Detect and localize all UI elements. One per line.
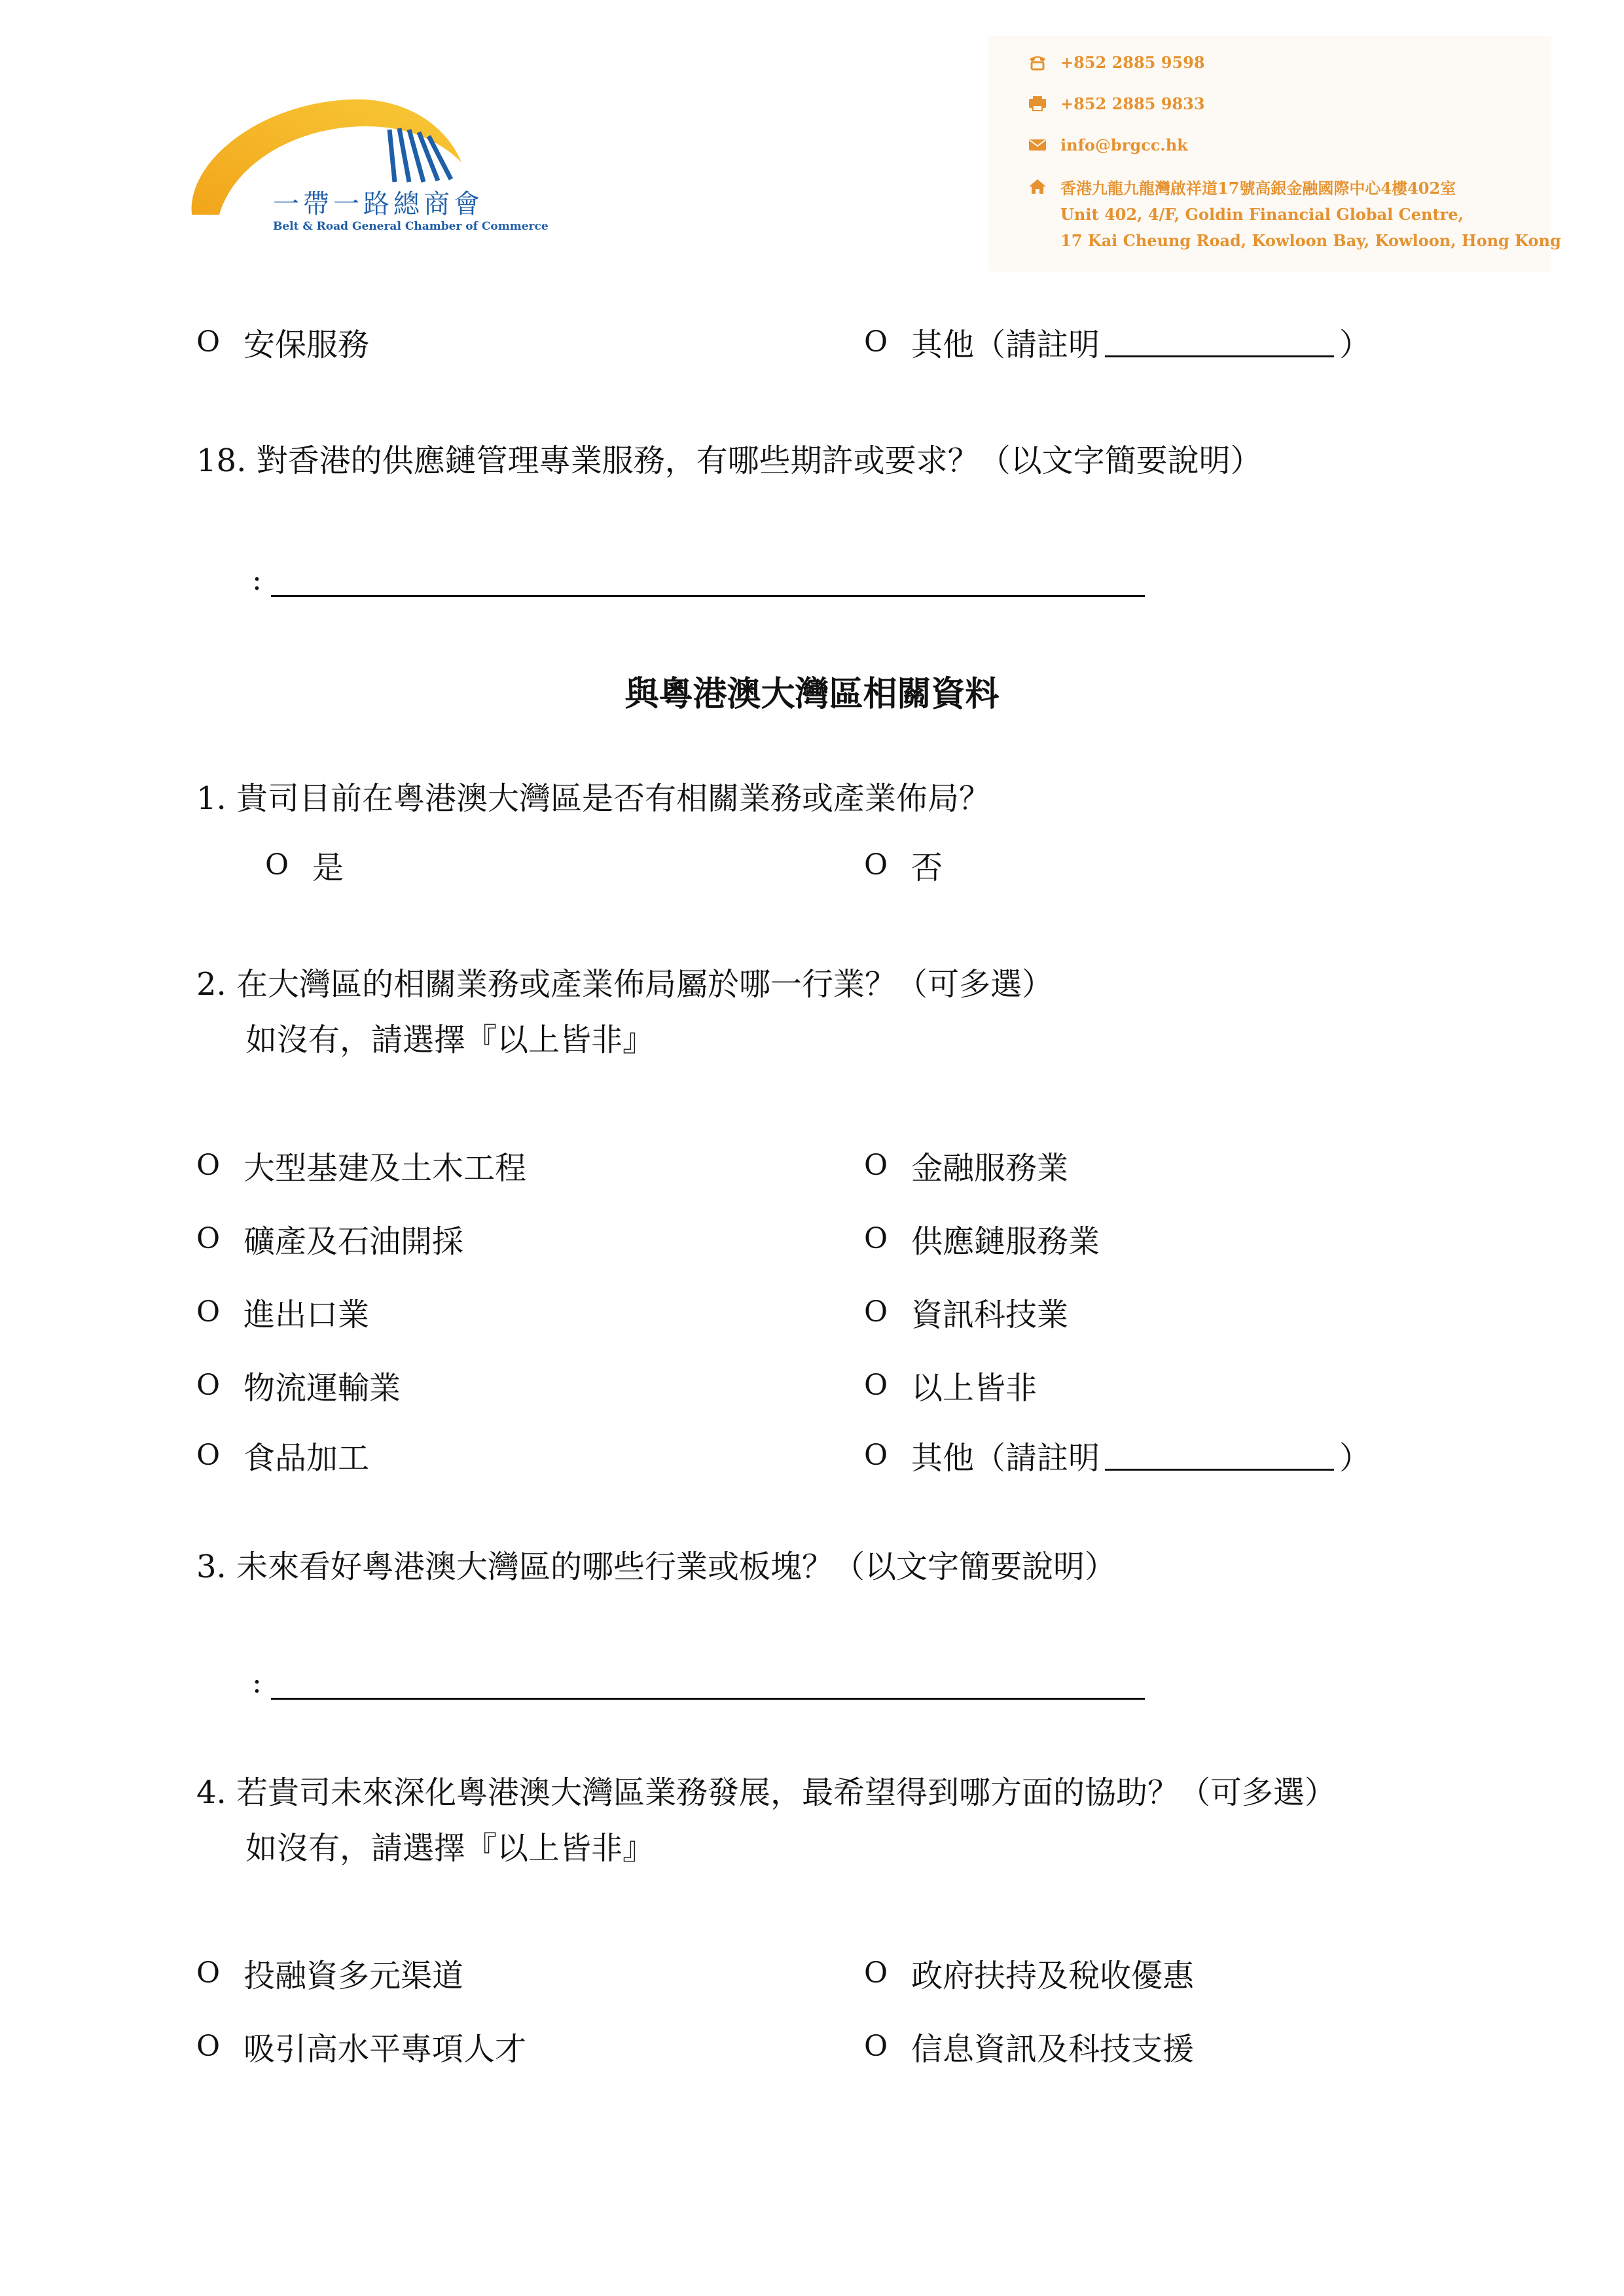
question-3-text: 3. 未來看好粵港澳大灣區的哪些行業或板塊？（以文字簡要說明） [196,1549,1117,1585]
contact-phone-row [1028,49,1205,75]
option-other-specify[interactable] [864,322,1371,361]
option-yes[interactable] [265,845,344,884]
option-label: 食品加工 [244,1439,370,1477]
contact-block [988,36,1561,272]
contact-email: info@brgcc.hk [1060,135,1188,154]
option-infrastructure[interactable] [196,1145,526,1185]
option-security-services[interactable] [196,322,369,361]
question-2-text: 2. 在大灣區的相關業務或產業佈局屬於哪一行業？（可多選） [196,966,1054,1003]
option-label: 物流運輸業 [244,1369,401,1407]
option-label: 金融服務業 [911,1149,1069,1187]
option-label: 投融資多元渠道 [244,1957,464,1994]
home-icon [1028,178,1047,195]
radio-mark[interactable]: O [196,325,221,359]
option-label: 否 [911,849,943,886]
question-4-note: 如沒有，請選擇『以上皆非』 [245,1830,655,1867]
answer-line[interactable] [271,1672,1145,1700]
question-18-answer[interactable] [252,558,1145,597]
option-logistics[interactable] [196,1365,401,1405]
option-none-of-above[interactable] [864,1365,1037,1405]
radio-mark[interactable]: O [864,848,888,882]
option-close-paren: ） [1339,1439,1371,1477]
question-4-text: 4. 若貴司未來深化粵港澳大灣區業務發展，最希望得到哪方面的協助？（可多選） [196,1774,1337,1811]
option-info-tech-support[interactable] [864,2026,1194,2066]
option-label: 以上皆非 [911,1369,1038,1407]
radio-mark[interactable]: O [864,1221,888,1255]
specify-blank[interactable] [1105,327,1334,357]
option-label: 是 [312,849,344,886]
answer-prefix: : [252,564,262,597]
option-government-support[interactable] [864,1953,1194,1992]
section-title: 與粵港澳大灣區相關資料 [624,675,1000,714]
option-label: 政府扶持及稅收優惠 [911,1957,1195,1994]
contact-fax-row [1028,90,1205,117]
fax-icon [1028,95,1047,112]
radio-mark[interactable]: O [196,1221,221,1255]
contact-email-row [1028,132,1188,158]
option-talent-attraction[interactable] [196,2026,526,2066]
option-mining-oil[interactable] [196,1219,463,1258]
contact-fax: +852 2885 9833 [1060,94,1205,113]
question-1-text: 1. 貴司目前在粵港澳大灣區是否有相關業務或產業佈局？ [196,780,991,817]
option-close-paren: ） [1339,326,1371,363]
option-label: 進出口業 [244,1296,370,1333]
radio-mark[interactable]: O [864,1368,888,1402]
radio-mark[interactable]: O [196,1295,221,1329]
option-it[interactable] [864,1292,1068,1331]
contact-address-row [1028,173,1456,200]
contact-address-cn: 香港九龍九龍灣啟祥道17號高銀金融國際中心4樓402室 [1060,178,1456,198]
radio-mark[interactable]: O [864,1148,888,1182]
option-label: 大型基建及土木工程 [244,1149,527,1187]
option-food-processing[interactable] [196,1435,369,1475]
option-label: 安保服務 [244,326,370,363]
radio-mark[interactable]: O [196,1438,221,1472]
radio-mark[interactable]: O [196,1148,221,1182]
option-label: 其他（請註明 [911,1439,1100,1477]
email-icon [1028,136,1047,153]
specify-blank[interactable] [1105,1440,1334,1471]
option-label: 供應鏈服務業 [911,1223,1100,1260]
option-financial-services[interactable] [864,1145,1068,1185]
question-18-text: 18. 對香港的供應鏈管理專業服務，有哪些期許或要求？（以文字簡要說明） [196,442,1262,479]
contact-phone: +852 2885 9598 [1060,52,1205,72]
question-3-answer[interactable] [252,1660,1145,1700]
option-diversified-financing[interactable] [196,1953,463,1992]
option-label: 礦產及石油開採 [244,1223,464,1260]
option-label: 其他（請註明 [911,326,1100,363]
radio-mark[interactable]: O [265,848,289,882]
radio-mark[interactable]: O [196,1956,221,1990]
contact-address-en-1: Unit 402, 4/F, Goldin Financial Global Centre, [1060,205,1464,224]
logo-name-cn: 一帶一路總商會 [273,189,484,219]
radio-mark[interactable]: O [864,2029,888,2063]
option-label: 信息資訊及科技支援 [911,2030,1195,2068]
option-no[interactable] [864,845,943,884]
option-other-specify-2[interactable] [864,1435,1371,1475]
radio-mark[interactable]: O [864,1438,888,1472]
answer-line[interactable] [271,569,1145,597]
radio-mark[interactable]: O [864,325,888,359]
logo-name-en: Belt & Road General Chamber of Commerce [273,220,549,233]
option-label: 吸引高水平專項人才 [244,2030,527,2068]
option-supply-chain[interactable] [864,1219,1100,1258]
phone-icon [1028,54,1047,71]
radio-mark[interactable]: O [196,1368,221,1402]
radio-mark[interactable]: O [864,1956,888,1990]
option-label: 資訊科技業 [911,1296,1069,1333]
question-2-note: 如沒有，請選擇『以上皆非』 [245,1022,655,1058]
brgcc-logo [187,84,553,247]
option-import-export[interactable] [196,1292,369,1331]
contact-address-en-2: 17 Kai Cheung Road, Kowloon Bay, Kowloon, Hong Kong [1060,231,1561,250]
radio-mark[interactable]: O [864,1295,888,1329]
radio-mark[interactable]: O [196,2029,221,2063]
answer-prefix: : [252,1666,262,1700]
